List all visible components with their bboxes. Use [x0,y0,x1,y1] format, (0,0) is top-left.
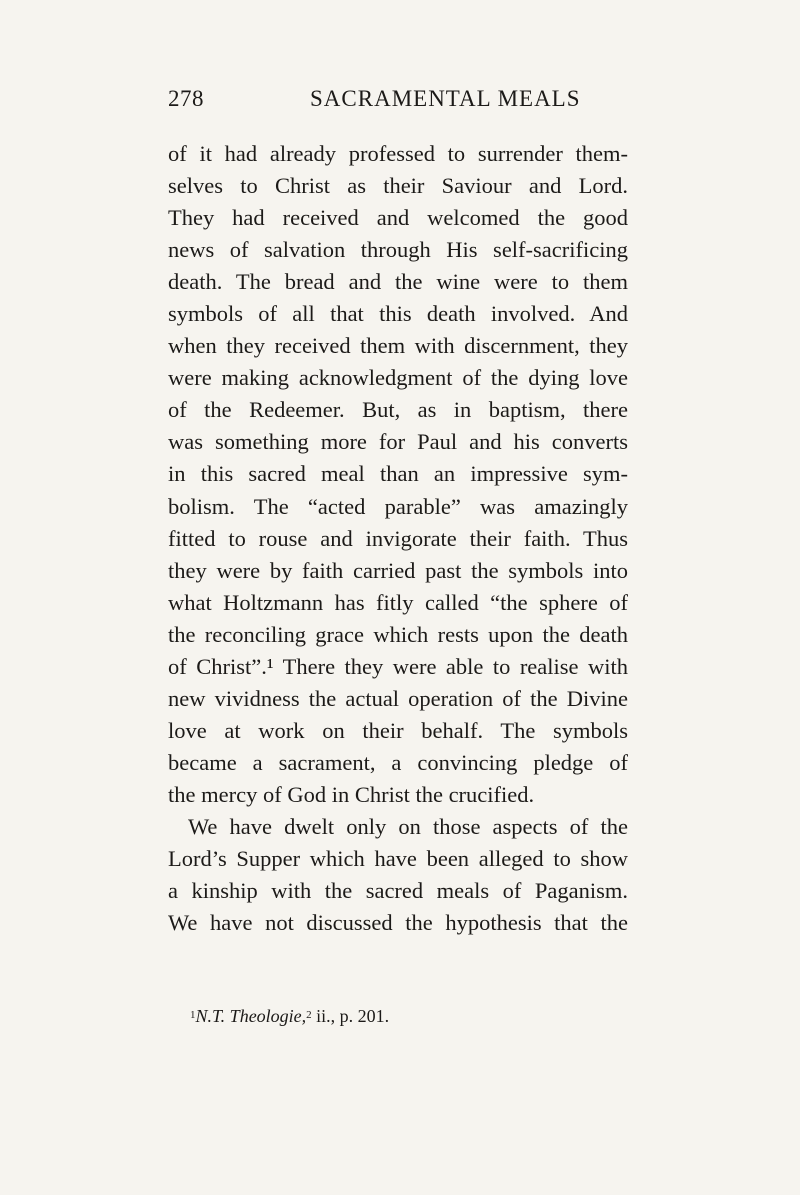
text-line: of the Redeemer. But, as in baptism, there [168,397,628,423]
text-line: symbols of all that this death involved. And [168,301,628,327]
footnote-edition: 2 [306,1009,312,1021]
text-line: new vividness the actual operation of the Divine [168,685,628,711]
text-line: We have dwelt only on those aspects of the [188,813,628,839]
text-line: a kinship with the sacred meals of Paganism. [168,878,628,904]
footnote-title: N.T. Theologie, [195,1006,307,1026]
text-line: became a sacrament, a convincing pledge of [168,749,628,775]
footnote-reference: ii., p. 201. [311,1006,390,1026]
page-number: 278 [168,86,204,111]
text-line: was something more for Paul and his converts [168,429,628,455]
running-header [168,86,628,122]
text-line: the mercy of God in Christ the crucified. [168,781,535,807]
text-line: the reconciling grace which rests upon the death [168,621,628,647]
running-title: SACRAMENTAL MEALS [310,86,581,111]
text-line: of it had already professed to surrender them- [168,141,628,166]
text-line: what Holtzmann has fitly called “the sphere of [168,589,628,615]
text-line: Lord’s Supper which have been alleged to show [168,846,628,872]
text-line: of Christ”.¹ There they were able to realise with [168,653,628,679]
text-line: We have not discussed the hypothesis that the [168,910,628,936]
text-line: They had received and welcomed the good [168,205,628,231]
text-line: love at work on their behalf. The symbols [168,717,628,743]
text-line: fitted to rouse and invigorate their faith. Thus [168,525,628,551]
body-text [168,138,628,939]
footnote-marker: 1 [190,1009,196,1021]
text-line: news of salvation through His self-sacrificing [168,237,628,263]
text-line: death. The bread and the wine were to them [168,269,628,295]
footnote [190,1004,630,1028]
text-line: selves to Christ as their Saviour and Lord. [168,173,628,199]
text-line: they were by faith carried past the symbols into [168,557,628,583]
text-line: bolism. The “acted parable” was amazingly [168,493,628,519]
text-line: in this sacred meal than an impressive sym- [168,461,628,487]
text-line: when they received them with discernment, they [168,333,628,359]
text-line: were making acknowledgment of the dying love [168,365,628,391]
